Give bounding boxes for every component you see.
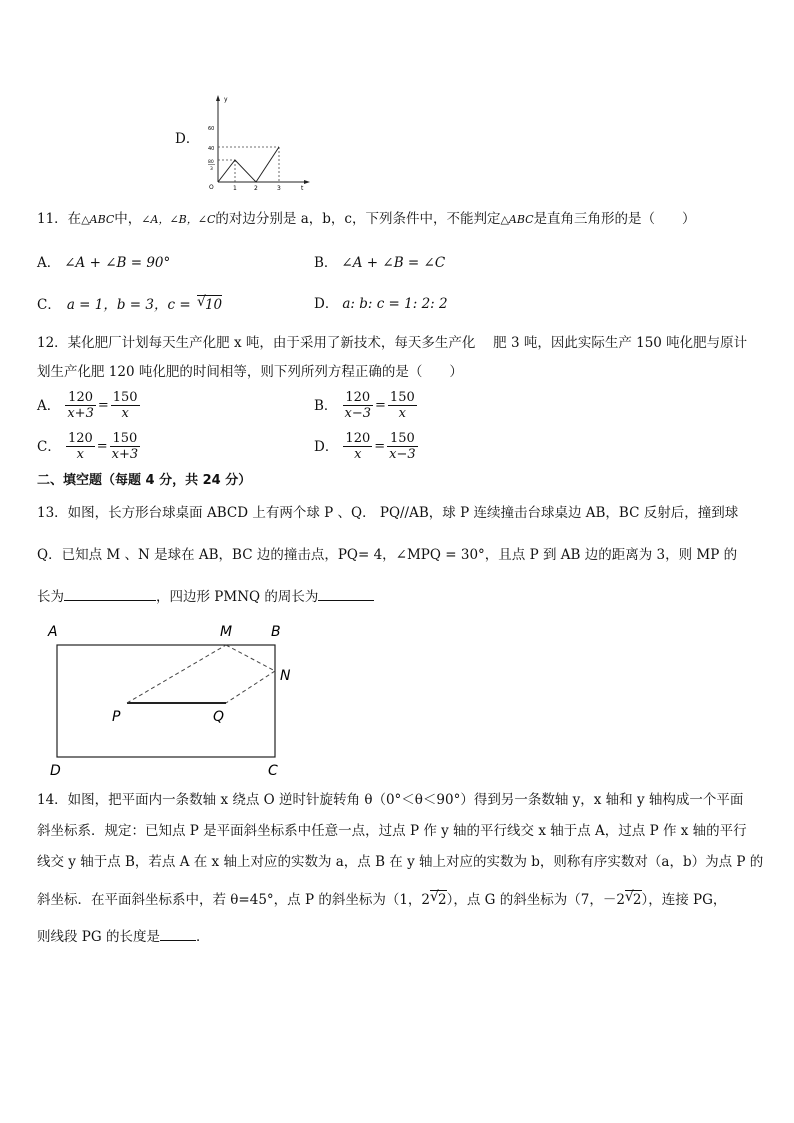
q13-line2: Q．已知点 M 、N 是球在 AB，BC 边的撞击点，PQ= 4，∠MPQ = 30°，且点 P 到 AB 边的距离为 3，则 MP 的 (37, 547, 738, 563)
x-tick-3: 3 (277, 185, 281, 192)
label-n: N (280, 668, 291, 684)
q11-stem: 11．在△ABC中，∠A，∠B，∠C的对边分别是 a，b，c，下列条件中，不能判定△ABC是直角三角形的是（ ） (37, 211, 696, 227)
q11-option-d: D． a: b: c = 1: 2: 2 (314, 296, 448, 312)
y-axis-label: y (224, 96, 228, 103)
answer-blank-2 (318, 600, 374, 601)
q11-triangle-1: △ABC (81, 213, 115, 226)
label-c: C (268, 763, 278, 779)
q14-line2: 斜坐标系．规定：已知点 P 是平面斜坐标系中任意一点，过点 P 作 y 轴的平行线交 x 轴于点 A，过点 P 作 x 轴的平行 (37, 823, 747, 839)
sqrt-icon: √ 2 (624, 889, 642, 908)
label-p: P (112, 709, 121, 725)
q13-figure (40, 620, 310, 780)
y-tick-frac-den: 3 (210, 167, 213, 172)
q12-option-a: A． $\frac{120}{x+3}$ = $\frac{150}{x}$ (37, 390, 138, 421)
q14-line3: 线交 y 轴于点 B，若点 A 在 x 轴上对应的实数为 a，点 B 在 y 轴上对应的实数为 b，则称有序实数对（a，b）为点 P 的 (37, 854, 764, 870)
x-tick-2: 2 (254, 185, 258, 192)
path-mn (226, 645, 275, 671)
label-b: B (271, 624, 281, 640)
q14-line1: 14．如图，把平面内一条数轴 x 绕点 O 逆时针旋转角 θ（0°＜θ＜90°）得到另一条数轴 y，x 轴和 y 轴构成一个平面 (37, 792, 744, 808)
q11-triangle-2: △ABC (500, 213, 534, 226)
q14-line5: 则线段 PG 的长度是 ． (37, 929, 210, 945)
x-axis-label: t (301, 185, 304, 192)
y-tick-frac-num: 80 (208, 160, 214, 165)
answer-blank-3 (160, 940, 196, 941)
y-tick-60: 60 (208, 126, 215, 132)
x-tick-1: 1 (233, 185, 237, 192)
path-nq (226, 671, 275, 703)
q14-line4: 斜坐标．在平面斜坐标系中，若 θ=45°，点 P 的斜坐标为（1，2 √ 2），点 G 的斜坐标为（7，－2 √ 2），连接 PG， (37, 889, 727, 908)
graph-line (218, 147, 279, 182)
q11-option-a: A． ∠A + ∠B = 90° (37, 255, 171, 271)
q11-option-b: B． ∠A + ∠B = ∠C (314, 255, 446, 271)
table-rectangle (57, 645, 275, 757)
sqrt-icon: √ 2 (430, 889, 447, 908)
section-title-fill-in: 二、填空题（每题 4 分，共 24 分） (37, 473, 252, 488)
label-a: A (48, 624, 58, 640)
q11-option-c: C． a = 1，b = 3，c = √ 10 (37, 294, 223, 313)
q10-option-d-label: D． (175, 131, 200, 147)
q12-line1: 12．某化肥厂计划每天生产化肥 x 吨，由于采用了新技术，每天多生产化 肥 3 吨，因此实际生产 150 吨化肥与原计 (37, 335, 748, 351)
q12-option-d: D． $\frac{120}{x}$ = $\frac{150}{x-3}$ (314, 431, 416, 462)
path-pm (127, 645, 226, 703)
origin-label: O (209, 184, 214, 191)
sqrt-icon: √ 10 (196, 294, 223, 313)
q11-angles: ∠A，∠B，∠C (141, 213, 216, 226)
label-q: Q (213, 709, 225, 725)
label-d: D (50, 763, 61, 779)
q12-line2: 划生产化肥 120 吨化肥的时间相等，则下列所列方程正确的是（ ） (37, 364, 463, 380)
q12-option-c: C． $\frac{120}{x}$ = $\frac{150}{x+3}$ (37, 431, 139, 462)
q12-option-b: B． $\frac{120}{x-3}$ = $\frac{150}{x}$ (314, 390, 415, 421)
y-axis-arrow-icon (216, 95, 220, 101)
q10-graph (198, 92, 313, 192)
y-tick-40: 40 (208, 146, 215, 152)
q13-line1: 13．如图，长方形台球桌面 ABCD 上有两个球 P 、Q． PQ//AB，球 P 连续撞击台球桌边 AB，BC 反射后，撞到球 (37, 505, 739, 521)
label-m: M (220, 624, 233, 640)
x-axis-arrow-icon (304, 180, 310, 184)
q13-line3: 长为 ，四边形 PMNQ 的周长为 (37, 588, 374, 606)
answer-blank-1 (64, 600, 156, 601)
